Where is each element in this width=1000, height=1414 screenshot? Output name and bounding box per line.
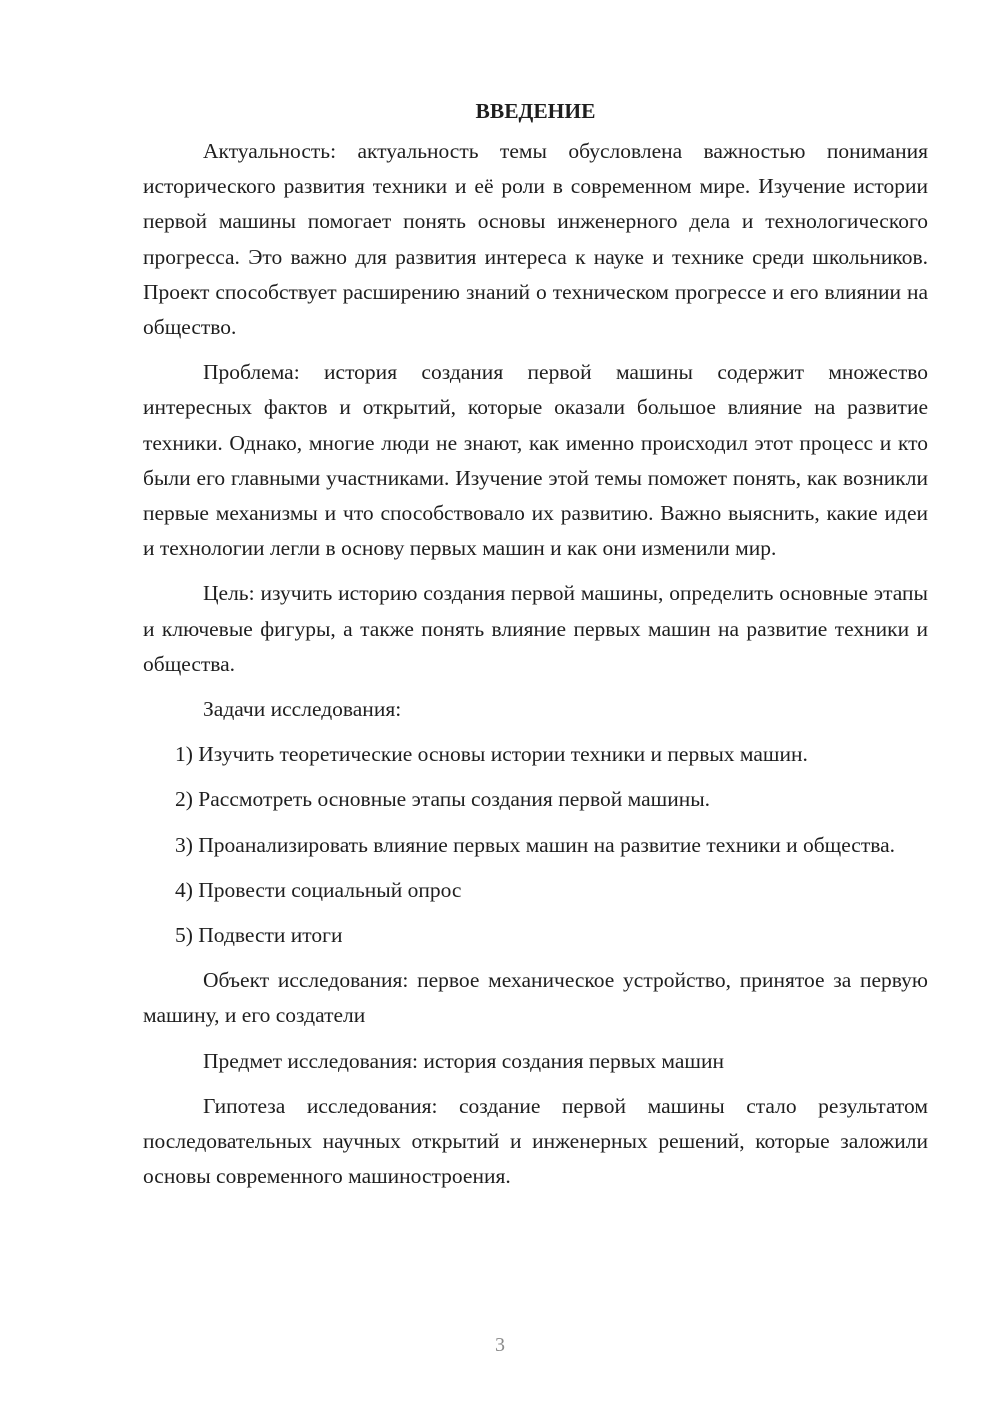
document-page bbox=[143, 96, 928, 1204]
tasks-heading: Задачи исследования: bbox=[203, 697, 402, 722]
page-number: 3 bbox=[495, 1334, 505, 1356]
hypothesis-paragraph: Гипотеза исследования: создание первой машины стало результатом последовательных научных открытий и инженерных решений, которые заложили основы современного машиностроения. bbox=[143, 1093, 928, 1189]
relevance-paragraph: Актуальность: актуальность темы обусловлена важностью понимания исторического развития техники и её роли в современном мире. Изучение истории первой машины помогает понять основы инженерного дела и технологического прогресса. Это важно для развития интереса к науке и технике среди школьников. Проект способствует расширению знаний о техническом прогрессе и его влиянии на общество. bbox=[143, 139, 928, 340]
goal-paragraph: Цель: изучить историю создания первой машины, определить основные этапы и ключевые фигуры, а также понять влияние первых машин на развитие техники и общества. bbox=[143, 581, 928, 676]
list-item: 4) Провести социальный опрос bbox=[175, 877, 462, 902]
page-title: ВВЕДЕНИЕ bbox=[475, 99, 596, 123]
list-item: 2) Рассмотреть основные этапы создания первой машины. bbox=[175, 787, 711, 812]
list-item: 1) Изучить теоретические основы истории техники и первых машин. bbox=[175, 742, 808, 767]
problem-paragraph: Проблема: история создания первой машины содержит множество интересных фактов и открытий, которые оказали большое влияние на развитие техники. Однако, многие люди не знают, как именно происходил этот процесс и кто были его главными участниками. Изучение этой темы поможет понять, как возникли первые механизмы и что способствовало их развитию. Важно выяснить, какие идеи и технологии легли в основу первых машин и как они изменили мир. bbox=[143, 360, 928, 561]
list-item: 3) Проанализировать влияние первых машин на развитие техники и общества. bbox=[175, 832, 895, 857]
subject-paragraph: Предмет исследования: история создания первых машин bbox=[203, 1048, 724, 1073]
object-paragraph: Объект исследования: первое механическое устройство, принятое за первую машину, и его создатели bbox=[143, 968, 928, 1028]
tasks-list bbox=[143, 737, 928, 953]
list-item: 5) Подвести итоги bbox=[175, 923, 343, 948]
